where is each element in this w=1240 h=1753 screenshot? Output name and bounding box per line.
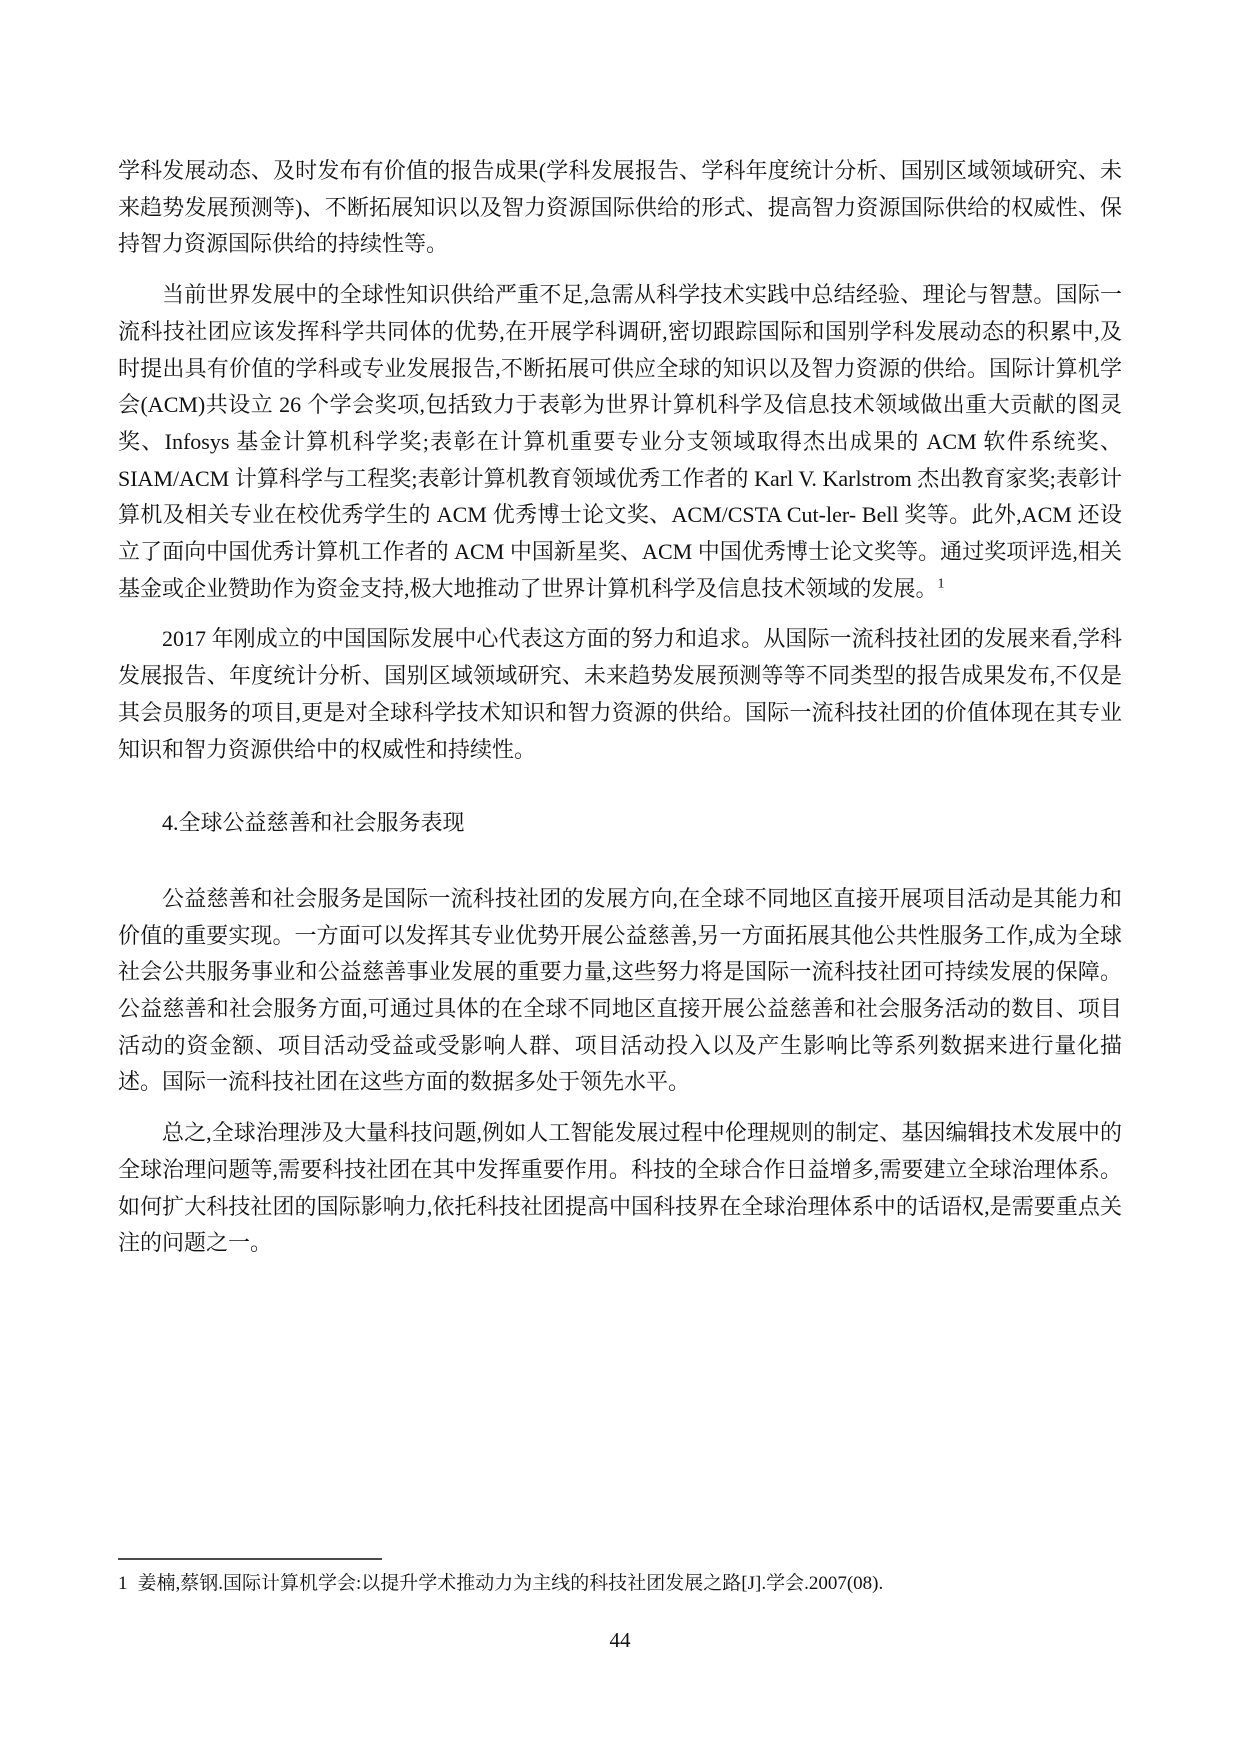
footnote-area (118, 1558, 1122, 1597)
page-number: 44 (609, 1628, 631, 1652)
footnote-marker: 1 (118, 1573, 128, 1594)
paragraph-acm-awards (118, 277, 1122, 607)
paragraph-charity-service: 公益慈善和社会服务是国际一流科技社团的发展方向,在全球不同地区直接开展项目活动是其能力和价值的重要实现。一方面可以发挥其专业优势开展公益慈善,另一方面拓展其他公共性服务工作,成为全球社会公共服务事业和公益慈善事业发展的重要力量,这些努力将是国际一流科技社团可持续发展的保障。公益慈善和社会服务方面,可通过具体的在全球不同地区直接开展公益慈善和社会服务活动的数目、项目活动的资金额、项目活动受益或受影响人群、项目活动投入以及产生影响比等系列数据来进行量化描述。国际一流科技社团在这些方面的数据多处于领先水平。 (118, 885, 1122, 1095)
footnote (118, 1570, 1122, 1597)
paragraph-cidc-2017: 2017 年刚成立的中国国际发展中心代表这方面的努力和追求。从国际一流科技社团的发展来看,学科发展报告、年度统计分析、国别区域领域研究、未来趋势发展预测等等不同类型的报告成果发布,不仅是其会员服务的项目,更是对全球科学技术知识和智力资源的供给。国际一流科技社团的价值体现在其专业知识和智力资源供给中的权威性和持续性。 (118, 626, 1122, 762)
page-body (118, 153, 1122, 1276)
section-heading: 4.全球公益慈善和社会服务表现 (162, 810, 465, 836)
paragraph-continuation: 学科发展动态、及时发布有价值的报告成果(学科发展报告、学科年度统计分析、国别区域领域研究、未来趋势发展预测等)、不断拓展知识以及智力资源国际供给的形式、提高智力资源国际供给的权威性、保持智力资源国际供给的持续性等。 (118, 158, 1122, 257)
footnote-text: 姜楠,蔡钢.国际计算机学会:以提升学术推动力为主线的科技社团发展之路[J].学会.2007(08). (137, 1573, 884, 1594)
footnote-separator (118, 1558, 382, 1560)
paragraph-global-governance: 总之,全球治理涉及大量科技问题,例如人工智能发展过程中伦理规则的制定、基因编辑技术发展中的全球治理问题等,需要科技社团在其中发挥重要作用。科技的全球合作日益增多,需要建立全球治理体系。如何扩大科技社团的国际影响力,依托科技社团提高中国科技界在全球治理体系中的话语权,是需要重点关注的问题之一。 (118, 1120, 1122, 1256)
paragraph-text: 当前世界发展中的全球性知识供给严重不足,急需从科学技术实践中总结经验、理论与智慧。国际一流科技社团应该发挥科学共同体的优势,在开展学科调研,密切跟踪国际和国别学科发展动态的积累中,及时提出具有价值的学科或专业发展报告,不断拓展可供应全球的知识以及智力资源的供给。国际计算机学会(ACM)共设立 26 个学会奖项,包括致力于表彰为世界计算机科学及信息技术领域做出重大贡献的图灵奖、Infosys 基金计算机科学奖;表彰在计算机重要专业分支领域取得杰出成果的 ACM 软件系统奖、SIAM/ACM 计算科学与工程奖;表彰计算机教育领域优秀工作者的 Karl V. Karlstrom 杰出教育家奖;表彰计算机及相关专业在校优秀学生的 ACM 优秀博士论文奖、ACM/CSTA Cut-ler- Bell 奖等。此外,ACM 还设立了面向中国优秀计算机工作者的 ACM 中国新星奖、ACM 中国优秀博士论文奖等。通过奖项评选,相关基金或企业赞助作为资金支持,极大地推动了世界计算机科学及信息技术领域的发展。 (118, 282, 1122, 601)
footnote-reference: 1 (937, 576, 945, 592)
